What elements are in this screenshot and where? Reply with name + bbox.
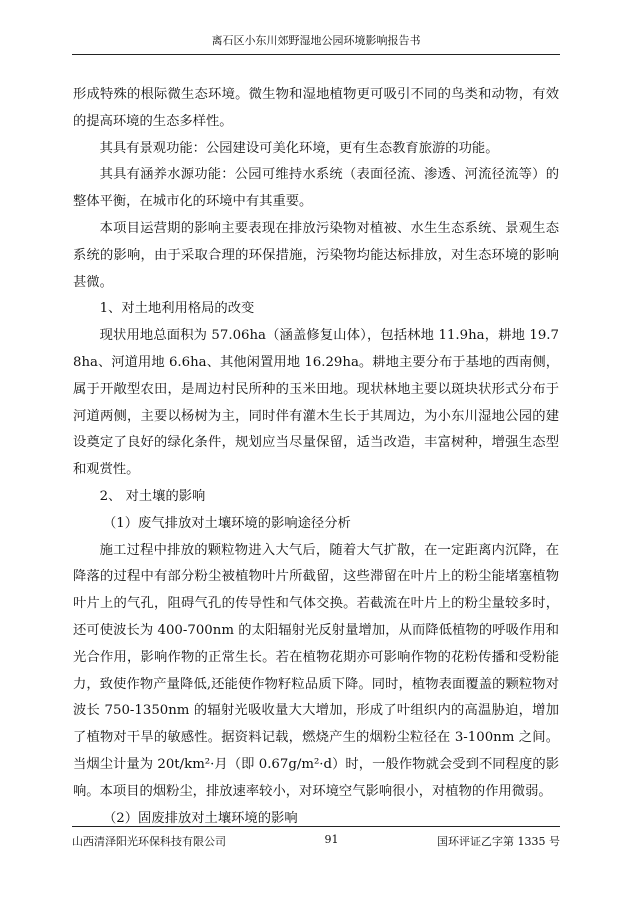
footer-company: 山西清泽阳光环保科技有限公司 <box>72 835 226 848</box>
footer-license: 国环评证乙字第 1335 号 <box>437 835 560 848</box>
heading-soil-impact: 2、 对土壤的影响 <box>99 488 206 504</box>
subheading-solid-waste: （2）固废排放对土壤环境的影响 <box>103 810 298 826</box>
document-body <box>73 82 559 832</box>
header-title: 离石区小东川郊野湿地公园环境影响报告书 <box>211 34 421 47</box>
paragraph-operation-impact: 本项目运营期的影响主要表现在排放污染物对植被、水生生态系统、景观生态系统的影响，由于采取合理的环保措施，污染物均能达标排放，对生态环境的影响甚微。 <box>73 220 559 290</box>
paragraph-rhizosphere: 形成特殊的根际微生态环境。微生物和湿地植物更可吸引不同的鸟类和动物，有效的提高环境的生态多样性。 <box>73 87 559 129</box>
page-footer <box>72 826 560 849</box>
paragraph-landscape-function: 其具有景观功能：公园建设可美化环境，更有生态教育旅游的功能。 <box>99 140 499 156</box>
page-header <box>72 32 560 55</box>
subheading-exhaust-gas: （1）废气排放对土壤环境的影响途径分析 <box>103 515 351 531</box>
heading-land-use: 1、对土地利用格局的改变 <box>99 301 255 317</box>
paragraph-land-use: 现状用地总面积为 57.06ha（涵盖修复山体），包括林地 11.9ha，耕地 19.78ha、河道用地 6.6ha、其他闲置用地 16.29ha。耕地主要分布于基地的西南侧，属于开敞型农田，是周边村民所种的玉米田地。现状林地主要以斑块状形式分布于河道两侧，主要以杨树为主，同时伴有灌木生长于其周边，为小东川湿地公园的建设奠定了良好的绿化条件，规划应当尽量保留，适当改造，丰富树种，增强生态型和观赏性。 <box>73 328 559 478</box>
paragraph-particulate: 施工过程中排放的颗粒物进入大气后，随着大气扩散，在一定距离内沉降，在降落的过程中有部分粉尘被植物叶片所截留，这些滞留在叶片上的粉尘能堵塞植物叶片上的气孔，阻碍气孔的传导性和气体交换。若截流在叶片上的粉尘量较多时，还可使波长为 400-700nm 的太阳辐射光反射量增加，从而降低植物的呼吸作用和光合作用，影响作物的正常生长。若在植物花期亦可影响作物的花粉传播和受粉能力，致使作物产量降低,还能使作物籽粒品质下降。同时，植物表面覆盖的颗粒物对波长 750-1350nm 的辐射光吸收量大大增加，形成了叶组织内的高温胁迫，增加了植物对干旱的敏感性。据资料记载，燃烧产生的烟粉尘粒径在 3-100nm 之间。当烟尘计量为 20t/km²·月（即 0.67g/m²·d）时，一般作物就会受到不同程度的影响。本项目的烟粉尘，排放速率较小，对环境空气影响很小，对植物的作用微弱。 <box>73 542 559 799</box>
paragraph-water-conservation: 其具有涵养水源功能：公园可维持水系统（表面径流、渗透、河流径流等）的整体平衡，在城市化的环境中有其重要。 <box>73 167 559 210</box>
page-number: 91 <box>324 833 339 846</box>
